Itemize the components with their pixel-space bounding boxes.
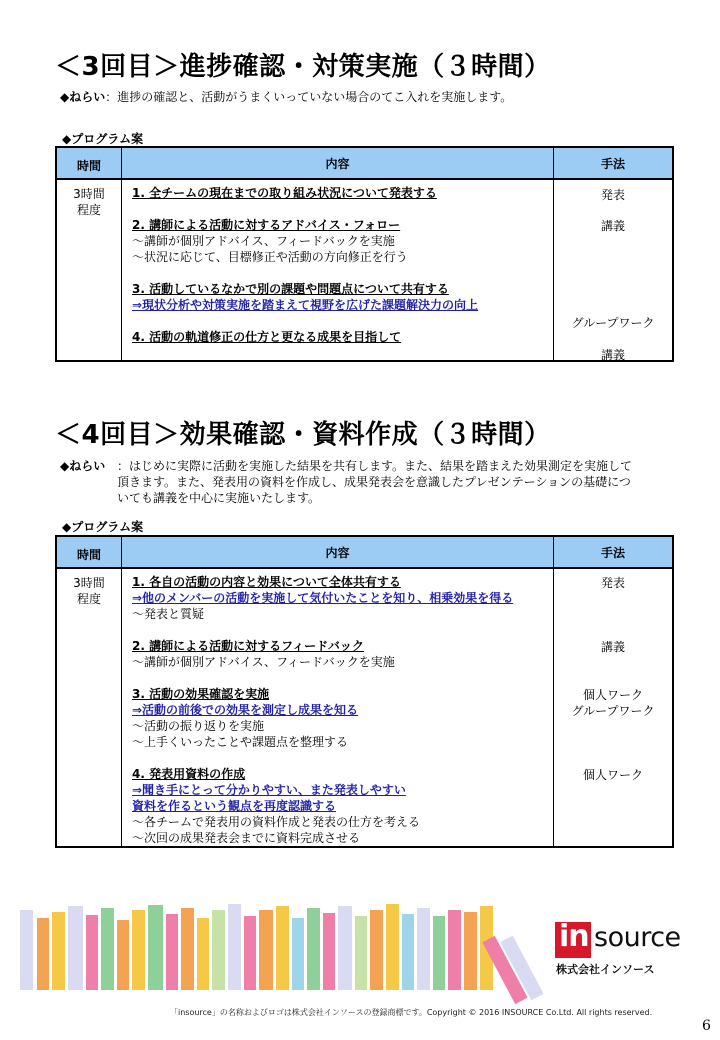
book-bar: [323, 913, 335, 990]
book-bar: [259, 910, 273, 990]
aim-line: 頂きます。また、発表用の資料を作成し、成果発表会を意識したプレゼンテーションの基礎につ: [117, 475, 631, 489]
item-note: ～発表と質疑: [132, 607, 205, 621]
method-cell: [554, 568, 674, 847]
book-bar: [37, 918, 49, 990]
header-time: 時間: [56, 147, 122, 179]
item-heading: 1. 全チームの現在までの取り組み状況について発表する: [132, 186, 437, 200]
header-method: 手法: [554, 147, 674, 179]
copyright-notice: 「insource」の名称およびロゴは株式会社インソースの登録商標です。Copyright © 2016 INSOURCE Co.Ltd. All rights reserved.: [170, 1008, 653, 1017]
book-bar: [228, 904, 241, 990]
book-bar: [117, 920, 129, 990]
session4-aim-label: ◆ねらい: [60, 459, 106, 473]
item-note: ～講師が個別アドバイス、フィードバックを実施: [132, 655, 395, 669]
session4-aim-text: [117, 458, 632, 506]
method-label: グループワーク: [571, 316, 655, 330]
method-label: 講義: [600, 348, 625, 362]
book-bar-leaning: [482, 936, 527, 1004]
time-cell: [56, 179, 122, 361]
header-content: 内容: [122, 147, 554, 179]
method-label: 講義: [600, 640, 625, 654]
item-heading: 3. 活動しているなかで別の課題や問題点について共有する: [132, 282, 449, 296]
session3-aim: [60, 89, 512, 105]
time-value: 3時間: [73, 187, 105, 201]
session4-aim: [60, 458, 105, 474]
time-value: 3時間: [73, 576, 105, 590]
item-emphasis: ⇒活動の前後での効果を測定し成果を知る: [132, 703, 359, 717]
item-heading: 4. 活動の軌道修正の仕方と更なる成果を目指して: [132, 330, 402, 344]
aim-line: いても講義を中心に実施いたします。: [117, 491, 321, 505]
item-heading: 2. 講師による活動に対するアドバイス・フォロー: [132, 218, 401, 232]
session4-program-label: ◆プログラム案: [62, 520, 144, 534]
book-bar: [417, 908, 430, 990]
book-bar: [433, 916, 445, 990]
item-note: ～各チームで発表用の資料作成と発表の仕方を考える: [132, 815, 421, 829]
book-bar: [480, 906, 493, 990]
session4-program-table: [55, 535, 674, 848]
item-heading: 4. 発表用資料の作成: [132, 767, 246, 781]
book-bar: [448, 910, 461, 990]
book-bar-leaning: [500, 936, 543, 1001]
book-bar: [244, 916, 256, 990]
content-cell: [122, 568, 554, 847]
header-content: 内容: [122, 536, 554, 568]
book-bar: [20, 910, 33, 990]
book-bar: [101, 908, 114, 990]
book-bar: [68, 906, 83, 990]
book-bar: [197, 918, 209, 990]
session4-title: ＜4回目＞効果確認・資料作成（３時間）: [55, 420, 551, 450]
table-row: [56, 568, 673, 847]
book-bar: [276, 906, 289, 990]
book-bar: [355, 916, 367, 990]
item-heading: 2. 講師による活動に対するフィードバック: [132, 639, 364, 653]
item-note: ～状況に応じて、目標修正や活動の方向修正を行う: [132, 250, 408, 264]
item-emphasis: ⇒現状分析や対策実施を踏まえて視野を広げた課題解決力の向上: [132, 298, 479, 312]
table-header-row: [56, 536, 673, 568]
session3-aim-text: ：進捗の確認と、活動がうまくいっていない場合のてこ入れを実施します。: [105, 90, 513, 104]
book-bar: [52, 912, 65, 990]
method-label: グループワーク: [571, 704, 655, 718]
session3-title: ＜3回目＞進捗確認・対策実施（３時間）: [55, 52, 551, 82]
method-label: 発表: [600, 188, 625, 202]
book-bar: [148, 905, 163, 990]
time-cell: [56, 568, 122, 847]
logo-source-text: source: [594, 922, 681, 953]
item-emphasis: ⇒聞き手にとって分かりやすい、また発表しやすい: [132, 783, 406, 797]
session3-program-table: [55, 146, 674, 362]
method-label: 個人ワーク: [582, 688, 643, 702]
session3-program-label: ◆プログラム案: [62, 132, 144, 146]
content-cell: [122, 179, 554, 361]
book-bar: [370, 910, 383, 990]
item-note: ～講師が個別アドバイス、フィードバックを実施: [132, 234, 395, 248]
method-label: 個人ワーク: [582, 768, 643, 782]
item-heading: 3. 活動の効果確認を実施: [132, 687, 270, 701]
method-cell: [554, 179, 674, 361]
page-number: 6: [702, 1018, 711, 1034]
table-row: [56, 179, 673, 361]
book-bar: [181, 908, 194, 990]
book-bar: [464, 912, 477, 990]
item-note: ～活動の振り返りを実施: [132, 719, 265, 733]
item-note: ～上手くいったことや課題点を整理する: [132, 735, 349, 749]
table-header-row: [56, 147, 673, 179]
book-bar: [402, 914, 414, 990]
time-qualifier: 程度: [76, 592, 101, 606]
book-bar: [212, 910, 225, 990]
book-bar: [338, 906, 352, 990]
item-heading: 1. 各自の活動の内容と効果について全体共有する: [132, 575, 401, 589]
method-label: 講義: [600, 219, 625, 233]
book-bar: [292, 918, 304, 990]
book-bar: [132, 910, 145, 990]
header-time: 時間: [56, 536, 122, 568]
aim-line: ：はじめに実際に活動を実施した結果を共有します。また、結果を踏まえた効果測定を実施して: [117, 459, 633, 473]
item-emphasis: 資料を作るという観点を再度認識する: [132, 799, 337, 813]
book-bar: [307, 908, 320, 990]
item-emphasis: ⇒他のメンバーの活動を実施して気付いたことを知り、相乗効果を得る: [132, 591, 514, 605]
book-bar: [386, 904, 399, 990]
item-note: ～次回の成果発表会までに資料完成させる: [132, 831, 361, 845]
method-label: 発表: [600, 576, 625, 590]
logo-in-text: in: [559, 919, 589, 954]
time-qualifier: 程度: [76, 203, 101, 217]
logo-company-name: 株式会社インソース: [556, 963, 655, 976]
header-method: 手法: [554, 536, 674, 568]
book-bar: [86, 915, 98, 990]
book-bar: [166, 914, 178, 990]
session3-aim-label: ◆ねらい: [60, 90, 106, 104]
